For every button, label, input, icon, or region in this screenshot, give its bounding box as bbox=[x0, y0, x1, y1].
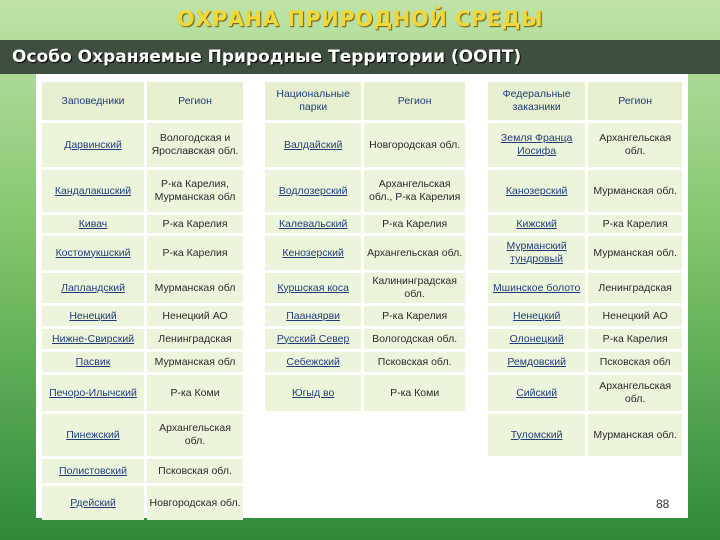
federal-sanctuaries-table bbox=[485, 79, 685, 459]
territory-name-cell[interactable]: Нижне-Свирский bbox=[42, 329, 144, 349]
territory-name-cell[interactable]: Ненецкий bbox=[42, 306, 144, 326]
table-row bbox=[265, 123, 465, 167]
table-row bbox=[488, 123, 682, 167]
territory-name-cell[interactable]: Югыд во bbox=[265, 375, 361, 411]
table-row bbox=[488, 375, 682, 411]
region-cell: Мурманская обл. bbox=[588, 236, 682, 270]
territory-name-cell[interactable]: Паанаярви bbox=[265, 306, 361, 326]
territory-name-cell[interactable]: Водлозерский bbox=[265, 170, 361, 212]
region-cell: Р-ка Карелия bbox=[147, 236, 243, 270]
territory-name-cell[interactable]: Кивач bbox=[42, 215, 144, 233]
region-cell: Вологодская и Ярославская обл. bbox=[147, 123, 243, 167]
table-row bbox=[42, 459, 243, 483]
territory-name-cell[interactable]: Рдейский bbox=[42, 486, 144, 520]
region-cell: Р-ка Карелия bbox=[147, 215, 243, 233]
table-row bbox=[488, 236, 682, 270]
table-row bbox=[265, 170, 465, 212]
table-row bbox=[488, 273, 682, 303]
column-header-name: Заповедники bbox=[42, 82, 144, 120]
region-cell: Архангельская обл., Р-ка Карелия bbox=[364, 170, 465, 212]
territory-name-cell[interactable]: Кенозерский bbox=[265, 236, 361, 270]
region-cell: Вологодская обл. bbox=[364, 329, 465, 349]
region-cell: Р-ка Коми bbox=[364, 375, 465, 411]
table-row bbox=[265, 215, 465, 233]
column-header-region: Регион bbox=[588, 82, 682, 120]
region-cell: Р-ка Коми bbox=[147, 375, 243, 411]
region-cell: Мурманская обл. bbox=[588, 170, 682, 212]
slide-subtitle-bar bbox=[0, 40, 720, 74]
table-row bbox=[265, 306, 465, 326]
region-cell: Мурманская обл bbox=[147, 352, 243, 372]
territory-name-cell[interactable]: Лапландский bbox=[42, 273, 144, 303]
national-parks-table bbox=[262, 79, 468, 414]
table-row bbox=[42, 215, 243, 233]
slide-subtitle: Особо Охраняемые Природные Территории (ООПТ) bbox=[12, 47, 522, 67]
table-row bbox=[42, 352, 243, 372]
region-cell: Архангельская обл. bbox=[147, 414, 243, 456]
territory-name-cell[interactable]: Пасвик bbox=[42, 352, 144, 372]
table-row bbox=[488, 352, 682, 372]
table-row bbox=[42, 486, 243, 520]
table-row bbox=[265, 352, 465, 372]
territory-name-cell[interactable]: Канозерский bbox=[488, 170, 585, 212]
territory-name-cell[interactable]: Русский Север bbox=[265, 329, 361, 349]
region-cell: Мурманская обл bbox=[147, 273, 243, 303]
region-cell: Мурманская обл. bbox=[588, 414, 682, 456]
territory-name-cell[interactable]: Кижский bbox=[488, 215, 585, 233]
table-row bbox=[488, 414, 682, 456]
territory-name-cell[interactable]: Пинежский bbox=[42, 414, 144, 456]
territory-name-cell[interactable]: Печоро-Илычский bbox=[42, 375, 144, 411]
territory-name-cell[interactable]: Куршская коса bbox=[265, 273, 361, 303]
region-cell: Р-ка Карелия, Мурманская обл bbox=[147, 170, 243, 212]
page-number: 88 bbox=[656, 497, 670, 511]
territory-name-cell[interactable]: Олонецкий bbox=[488, 329, 585, 349]
table-row bbox=[42, 236, 243, 270]
region-cell: Псковская обл. bbox=[364, 352, 465, 372]
table-row bbox=[42, 375, 243, 411]
region-cell: Р-ка Карелия bbox=[364, 215, 465, 233]
territory-name-cell[interactable]: Ненецкий bbox=[488, 306, 585, 326]
region-cell: Архангельская обл. bbox=[588, 375, 682, 411]
table-row bbox=[42, 414, 243, 456]
region-cell: Псковская обл bbox=[588, 352, 682, 372]
table-row bbox=[265, 329, 465, 349]
table-row bbox=[265, 375, 465, 411]
territory-name-cell[interactable]: Себежский bbox=[265, 352, 361, 372]
territory-name-cell[interactable]: Дарвинский bbox=[42, 123, 144, 167]
region-cell: Р-ка Карелия bbox=[588, 329, 682, 349]
territory-name-cell[interactable]: Туломский bbox=[488, 414, 585, 456]
territory-name-cell[interactable]: Сийский bbox=[488, 375, 585, 411]
region-cell: Ненецкий АО bbox=[588, 306, 682, 326]
territory-name-cell[interactable]: Калевальский bbox=[265, 215, 361, 233]
table-row bbox=[42, 123, 243, 167]
column-header-region: Регион bbox=[364, 82, 465, 120]
header-row bbox=[488, 82, 682, 120]
slide-title-bar bbox=[0, 0, 720, 38]
table-row bbox=[488, 306, 682, 326]
territory-name-cell[interactable]: Полистовский bbox=[42, 459, 144, 483]
region-cell: Ленинградская bbox=[147, 329, 243, 349]
column-header-name: Федеральные заказники bbox=[488, 82, 585, 120]
region-cell: Р-ка Карелия bbox=[364, 306, 465, 326]
territory-name-cell[interactable]: Мурманский тундровый bbox=[488, 236, 585, 270]
header-row bbox=[265, 82, 465, 120]
header-row bbox=[42, 82, 243, 120]
table-row bbox=[488, 215, 682, 233]
region-cell: Ненецкий АО bbox=[147, 306, 243, 326]
region-cell: Р-ка Карелия bbox=[588, 215, 682, 233]
territory-name-cell[interactable]: Мшинское болото bbox=[488, 273, 585, 303]
region-cell: Архангельская обл. bbox=[364, 236, 465, 270]
column-header-region: Регион bbox=[147, 82, 243, 120]
region-cell: Псковская обл. bbox=[147, 459, 243, 483]
table-row bbox=[42, 170, 243, 212]
table-row bbox=[265, 273, 465, 303]
table-row bbox=[42, 273, 243, 303]
slide-title: ОХРАНА ПРИРОДНОЙ СРЕДЫ bbox=[176, 7, 544, 31]
region-cell: Калининградская обл. bbox=[364, 273, 465, 303]
region-cell: Новгородская обл. bbox=[147, 486, 243, 520]
territory-name-cell[interactable]: Ремдовский bbox=[488, 352, 585, 372]
table-row bbox=[488, 329, 682, 349]
table-row bbox=[42, 306, 243, 326]
region-cell: Архангельская обл. bbox=[588, 123, 682, 167]
table-row bbox=[488, 170, 682, 212]
territory-name-cell[interactable]: Кандалакшский bbox=[42, 170, 144, 212]
column-header-name: Национальные парки bbox=[265, 82, 361, 120]
region-cell: Ленинградская bbox=[588, 273, 682, 303]
region-cell: Новгородская обл. bbox=[364, 123, 465, 167]
territory-name-cell[interactable]: Земля Франца Иосифа bbox=[488, 123, 585, 167]
content-panel bbox=[36, 74, 688, 518]
territory-name-cell[interactable]: Костомукшский bbox=[42, 236, 144, 270]
table-row bbox=[265, 236, 465, 270]
table-row bbox=[42, 329, 243, 349]
reserves-table bbox=[39, 79, 246, 523]
territory-name-cell[interactable]: Валдайский bbox=[265, 123, 361, 167]
